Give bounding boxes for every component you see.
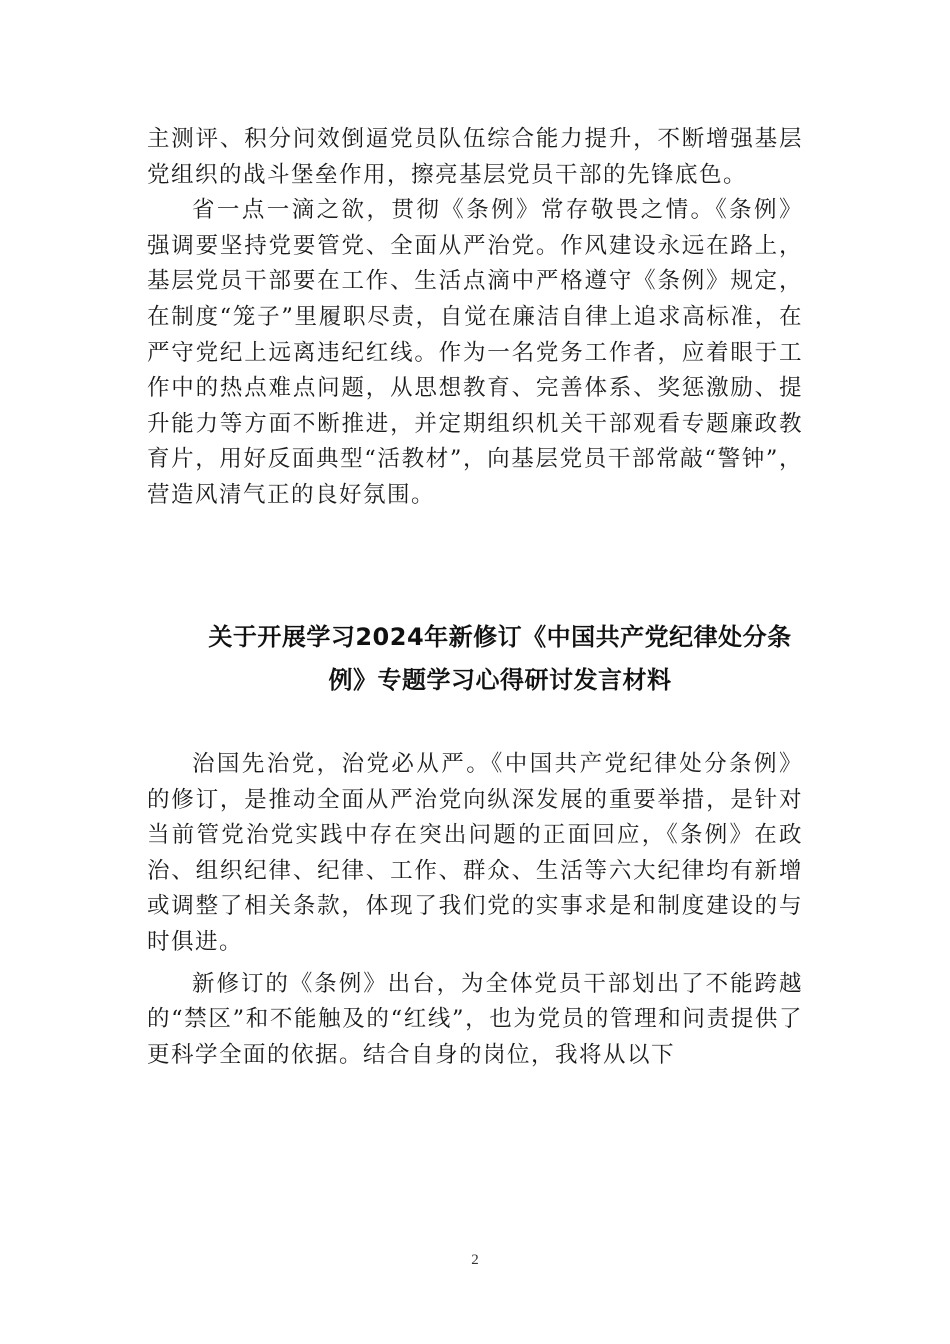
paragraph-second: 新修订的《条例》出台，为全体党员干部划出了不能跨越的“禁区”和不能触及的“红线”，也为党员的管理和问责提供了更科学全面的依据。结合自身的岗位，我将从以下 bbox=[147, 970, 803, 1068]
body-text-article bbox=[147, 747, 803, 1073]
page-number: 2 bbox=[471, 1252, 479, 1268]
body-text-top bbox=[147, 122, 803, 514]
article-title-line-1: 关于开展学习2024年新修订《中国共产党纪律处分条 bbox=[208, 623, 792, 651]
article-title bbox=[180, 616, 820, 702]
paragraph-intro: 治国先治党，治党必从严。《中国共产党纪律处分条例》的修订，是推动全面从严治党向纵深发展的重要举措，是针对当前管党治党实践中存在突出问题的正面回应，《条例》在政治、组织纪律、纪律、工作、群众、生活等六大纪律均有新增或调整了相关条款，体现了我们党的实事求是和制度建设的与时俱进。 bbox=[147, 751, 803, 955]
article-title-line-2: 例》专题学习心得研讨发言材料 bbox=[328, 666, 672, 694]
paragraph-continuation: 主测评、积分问效倒逼党员队伍综合能力提升，不断增强基层党组织的战斗堡垒作用，擦亮基层党员干部的先锋底色。 bbox=[147, 126, 803, 188]
paragraph-regulation: 省一点一滴之欲，贯彻《条例》常存敬畏之情。《条例》强调要坚持党要管党、全面从严治党。作风建设永远在路上，基层党员干部要在工作、生活点滴中严格遵守《条例》规定，在制度“笼子”里履职尽责，自觉在廉洁自律上追求高标准，在严守党纪上远离违纪红线。作为一名党务工作者，应着眼于工作中的热点难点问题，从思想教育、完善体系、奖惩激励、提升能力等方面不断推进，并定期组织机关干部观看专题廉政教育片，用好反面典型“活教材”，向基层党员干部常敲“警钟”，营造风清气正的良好氛围。 bbox=[147, 197, 803, 508]
